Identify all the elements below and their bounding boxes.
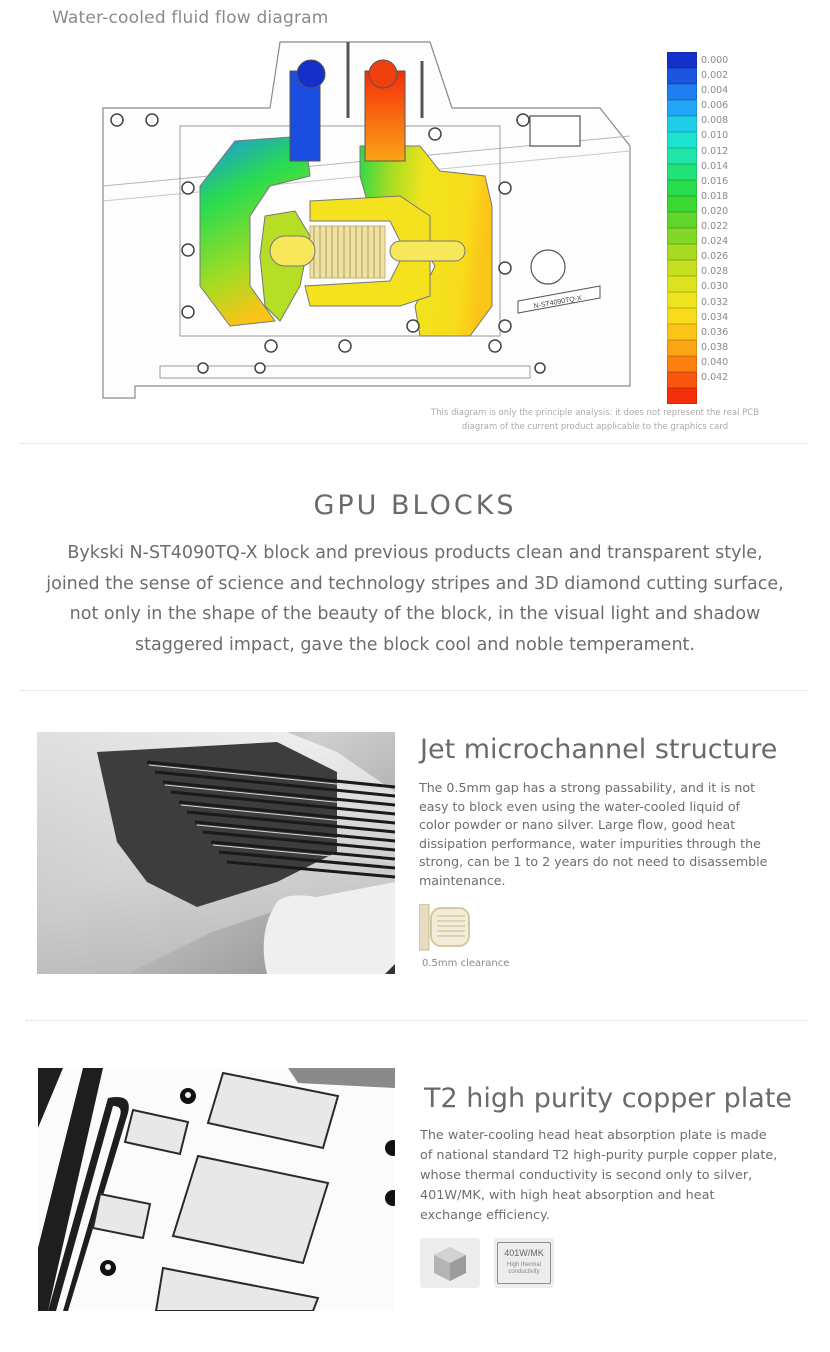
legend-value: 0.008 bbox=[701, 115, 729, 127]
legend-swatch bbox=[667, 116, 697, 132]
cube-icon bbox=[420, 1238, 480, 1288]
copper-paragraph: The water-cooling head heat absorption plate is made of national standard T2 high-purity purple copper plate, whose thermal conductivity is second only to silver, 401W/MK, with high heat absorption and heat exchange efficiency. bbox=[420, 1128, 778, 1223]
legend-swatch bbox=[667, 340, 697, 356]
velocity-legend-labels bbox=[701, 53, 728, 385]
legend-value: 0.010 bbox=[701, 130, 729, 142]
clearance-caption: 0.5mm clearance bbox=[422, 958, 510, 969]
jet-paragraph: The 0.5mm gap has a strong passability, and it is not easy to block even using the water-cooled liquid of color powder or nano silver. Large flow, good heat dissipation performance, water impurities through the strong, can be 1 to 2 years do not need to disassemble maintenance. bbox=[419, 780, 768, 888]
legend-value: 0.032 bbox=[701, 296, 729, 308]
conductivity-value: 401W/MK bbox=[504, 1248, 544, 1258]
legend-value: 0.042 bbox=[701, 371, 729, 383]
microchannel-photo bbox=[37, 732, 395, 974]
section-divider bbox=[20, 690, 808, 691]
legend-swatch bbox=[667, 244, 697, 260]
legend-value: 0.034 bbox=[701, 311, 729, 323]
conductivity-caption-1: High thermal bbox=[506, 1262, 541, 1268]
copper-heading: T2 high purity copper plate bbox=[424, 1083, 793, 1114]
legend-value: 0.024 bbox=[701, 236, 729, 248]
legend-swatch bbox=[667, 212, 697, 228]
flow-diagram-image bbox=[100, 36, 640, 408]
legend-swatch bbox=[667, 324, 697, 340]
legend-swatch bbox=[667, 260, 697, 276]
flow-diagram-title: Water-cooled fluid flow diagram bbox=[52, 8, 329, 28]
conductivity-badge bbox=[494, 1238, 554, 1288]
legend-swatch bbox=[667, 164, 697, 180]
legend-value: 0.026 bbox=[701, 251, 729, 263]
velocity-legend bbox=[667, 52, 697, 404]
legend-swatch bbox=[667, 68, 697, 84]
legend-value: 0.016 bbox=[701, 175, 729, 187]
legend-value: 0.006 bbox=[701, 100, 729, 112]
legend-value: 0.036 bbox=[701, 326, 729, 338]
legend-value: 0.028 bbox=[701, 266, 729, 278]
legend-value: 0.014 bbox=[701, 160, 729, 172]
legend-value: 0.022 bbox=[701, 221, 729, 233]
legend-swatch bbox=[667, 52, 697, 68]
legend-swatch bbox=[667, 292, 697, 308]
conductivity-caption-2: conductivity bbox=[508, 1269, 540, 1275]
legend-value: 0.030 bbox=[701, 281, 729, 293]
diagram-note-line-1: This diagram is only the principle analysis: it does not represent the real PCB bbox=[430, 408, 760, 418]
legend-swatch bbox=[667, 180, 697, 196]
legend-swatch bbox=[667, 228, 697, 244]
gpu-blocks-paragraph: Bykski N-ST4090TQ-X block and previous products clean and transparent style, joined the sense of science and technology stripes and 3D diamond cutting surface, not only in the shape of the beauty of the block, in the visual light and shadow staggered impact, gave the block cool and noble temperament. bbox=[46, 543, 784, 655]
legend-value: 0.000 bbox=[701, 55, 729, 66]
legend-value: 0.002 bbox=[701, 70, 729, 82]
legend-value: 0.012 bbox=[701, 145, 729, 157]
legend-swatch bbox=[667, 308, 697, 324]
copper-plate-photo bbox=[38, 1068, 395, 1311]
legend-value: 0.018 bbox=[701, 190, 729, 202]
legend-swatch bbox=[667, 148, 697, 164]
section-divider bbox=[26, 1020, 808, 1021]
legend-swatch bbox=[667, 132, 697, 148]
legend-swatch bbox=[667, 84, 697, 100]
legend-value: 0.004 bbox=[701, 85, 729, 97]
legend-value: 0.040 bbox=[701, 356, 729, 368]
legend-swatch bbox=[667, 388, 697, 404]
legend-swatch bbox=[667, 100, 697, 116]
clearance-icon bbox=[419, 904, 471, 952]
card-label: N-ST4090TQ-X bbox=[533, 294, 583, 311]
section-divider bbox=[20, 443, 808, 444]
legend-swatch bbox=[667, 356, 697, 372]
gpu-blocks-heading: GPU BLOCKS bbox=[313, 490, 517, 521]
diagram-note bbox=[400, 406, 790, 434]
legend-value: 0.038 bbox=[701, 341, 729, 353]
legend-swatch bbox=[667, 276, 697, 292]
jet-heading: Jet microchannel structure bbox=[420, 734, 778, 765]
legend-swatch bbox=[667, 372, 697, 388]
legend-swatch bbox=[667, 196, 697, 212]
legend-value: 0.020 bbox=[701, 205, 729, 217]
diagram-note-line-2: diagram of the current product applicable to the graphics card bbox=[461, 422, 729, 432]
